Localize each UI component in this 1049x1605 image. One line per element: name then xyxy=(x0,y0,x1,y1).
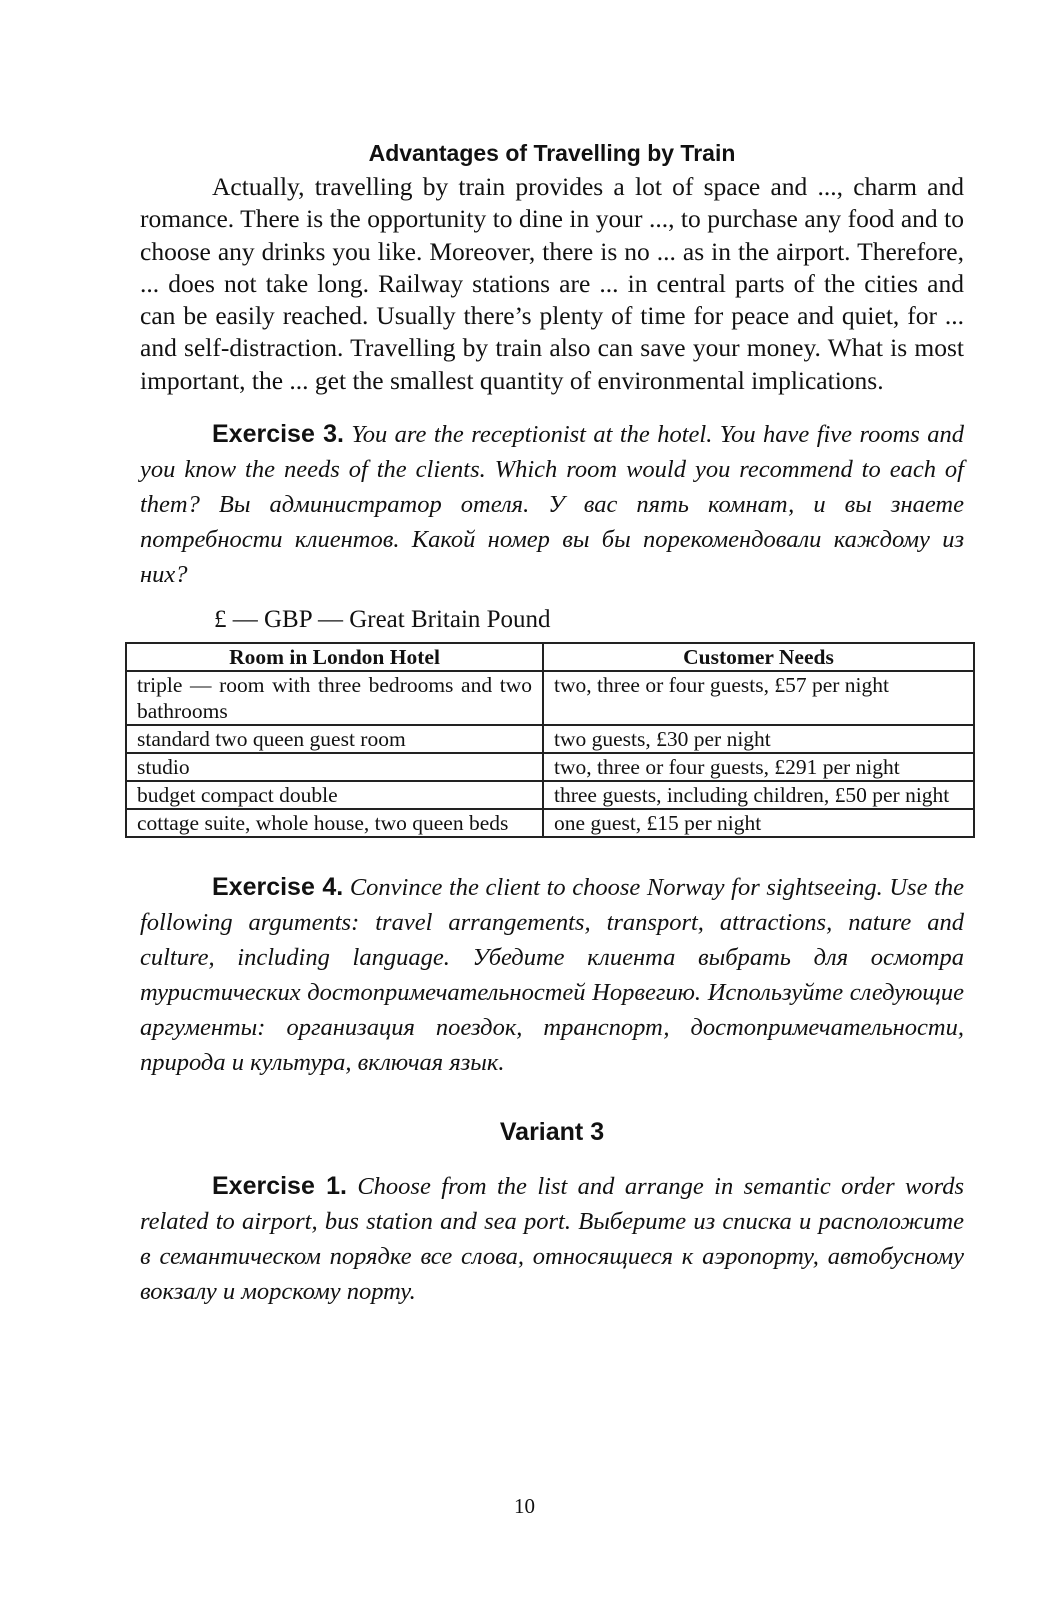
table-row xyxy=(126,809,974,837)
table-header-needs: Customer Needs xyxy=(543,643,974,671)
needs-cell: two, three or four guests, £57 per night xyxy=(543,671,974,725)
room-cell: studio xyxy=(126,753,543,781)
table-header-row xyxy=(126,643,974,671)
room-cell: cottage suite, whole house, two queen beds xyxy=(126,809,543,837)
exercise-3-text: You are the receptionist at the hotel. You have five rooms and you know the needs of the clients. Which room would you recommend to each of them? Вы администратор отеля. У вас пять комнат, и вы знаете потребности клиентов. Какой номер вы бы порекомендовали каждому из них? xyxy=(140,421,965,589)
room-cell: triple — room with three bedrooms and two bathrooms xyxy=(126,671,543,725)
variant-title: Variant 3 xyxy=(499,1118,605,1147)
table-row xyxy=(126,725,974,753)
needs-cell: two guests, £30 per night xyxy=(543,725,974,753)
currency-note: £ — GBP — Great Britain Pound xyxy=(214,606,551,634)
section-title: Advantages of Travelling by Train xyxy=(368,140,736,166)
room-cell: budget compact double xyxy=(126,781,543,809)
table-row xyxy=(126,781,974,809)
exercise-4-text: Convince the client to choose Norway for sightseeing. Use the following arguments: travel arrangements, transport, attractions, nature and culture, including language. Убедите клиента выбрать для осмотра туристических достопримечательностей Норвегию. Используйте следующие аргументы: организация поездок, транспорт, достопримечательности, природа и культура, включая язык. xyxy=(140,874,965,1077)
needs-cell: three guests, including children, £50 per night xyxy=(543,781,974,809)
table-row xyxy=(126,753,974,781)
page-number: 10 xyxy=(514,1494,535,1518)
exercise-4 xyxy=(140,870,964,1080)
exercise-1-label: Exercise 1. xyxy=(212,1172,347,1201)
exercise-3 xyxy=(140,417,964,592)
table-row xyxy=(126,671,974,725)
exercise-3-label: Exercise 3. xyxy=(212,420,344,449)
room-cell: standard two queen guest room xyxy=(126,725,543,753)
exercise-1-text: Choose from the list and arrange in semantic order words related to airport, bus station and sea port. Выберите из списка и расположите в семантическом порядке все слова, относящиеся к аэропорту, автобусному вокзалу и морскому порту. xyxy=(140,1173,965,1306)
page-content xyxy=(137,140,965,1309)
exercise-1 xyxy=(140,1169,964,1309)
needs-cell: two, three or four guests, £291 per night xyxy=(543,753,974,781)
train-paragraph: Actually, travelling by train provides a lot of space and ..., charm and romance. There is the opportunity to dine in your ..., to purchase any food and to choose any drinks you like. Moreover, there is no ... as in the airport. Therefore, ... does not take long. Railway stations are ... in central parts of the cities and can be easily reached. Usually there’s plenty of time for peace and quiet, for ... and self-distraction. Travelling by train also can save your money. What is most important, the ... get the smallest quantity of environmental implications. xyxy=(140,172,964,395)
rooms-table xyxy=(125,642,975,838)
table-header-room: Room in London Hotel xyxy=(126,643,543,671)
needs-cell: one guest, £15 per night xyxy=(543,809,974,837)
exercise-4-label: Exercise 4. xyxy=(212,873,344,902)
